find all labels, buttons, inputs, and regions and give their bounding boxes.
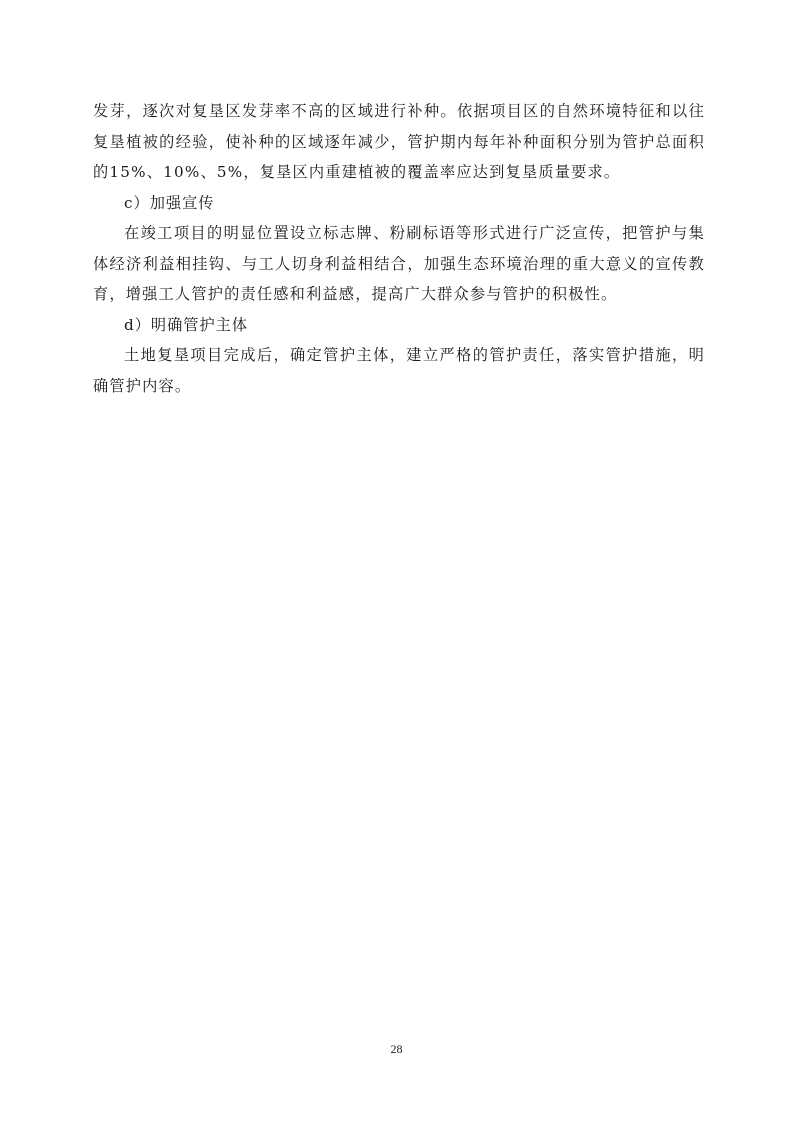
paragraph-reseeding: 发芽，逐次对复垦区发芽率不高的区域进行补种。依据项目区的自然环境特征和以往复垦植被的经验，使补种的区域逐年减少，管护期内每年补种面积分别为管护总面积的15%、10%、5%，复垦区内重建植被的覆盖率应达到复垦质量要求。 (93, 102, 705, 181)
heading-publicity: c）加强宣传 (124, 193, 215, 212)
page-body (93, 96, 705, 401)
paragraph-publicity: 在竣工项目的明显位置设立标志牌、粉刷标语等形式进行广泛宣传，把管护与集体经济利益相挂钩、与工人切身利益相结合，加强生态环境治理的重大意义的宣传教育，增强工人管护的责任感和利益感，提高广大群众参与管护的积极性。 (93, 224, 705, 303)
page-number: 28 (390, 1042, 403, 1056)
paragraph-management-body: 土地复垦项目完成后，确定管护主体，建立严格的管护责任，落实管护措施，明确管护内容。 (93, 346, 705, 395)
heading-management-body: d）明确管护主体 (124, 315, 249, 334)
